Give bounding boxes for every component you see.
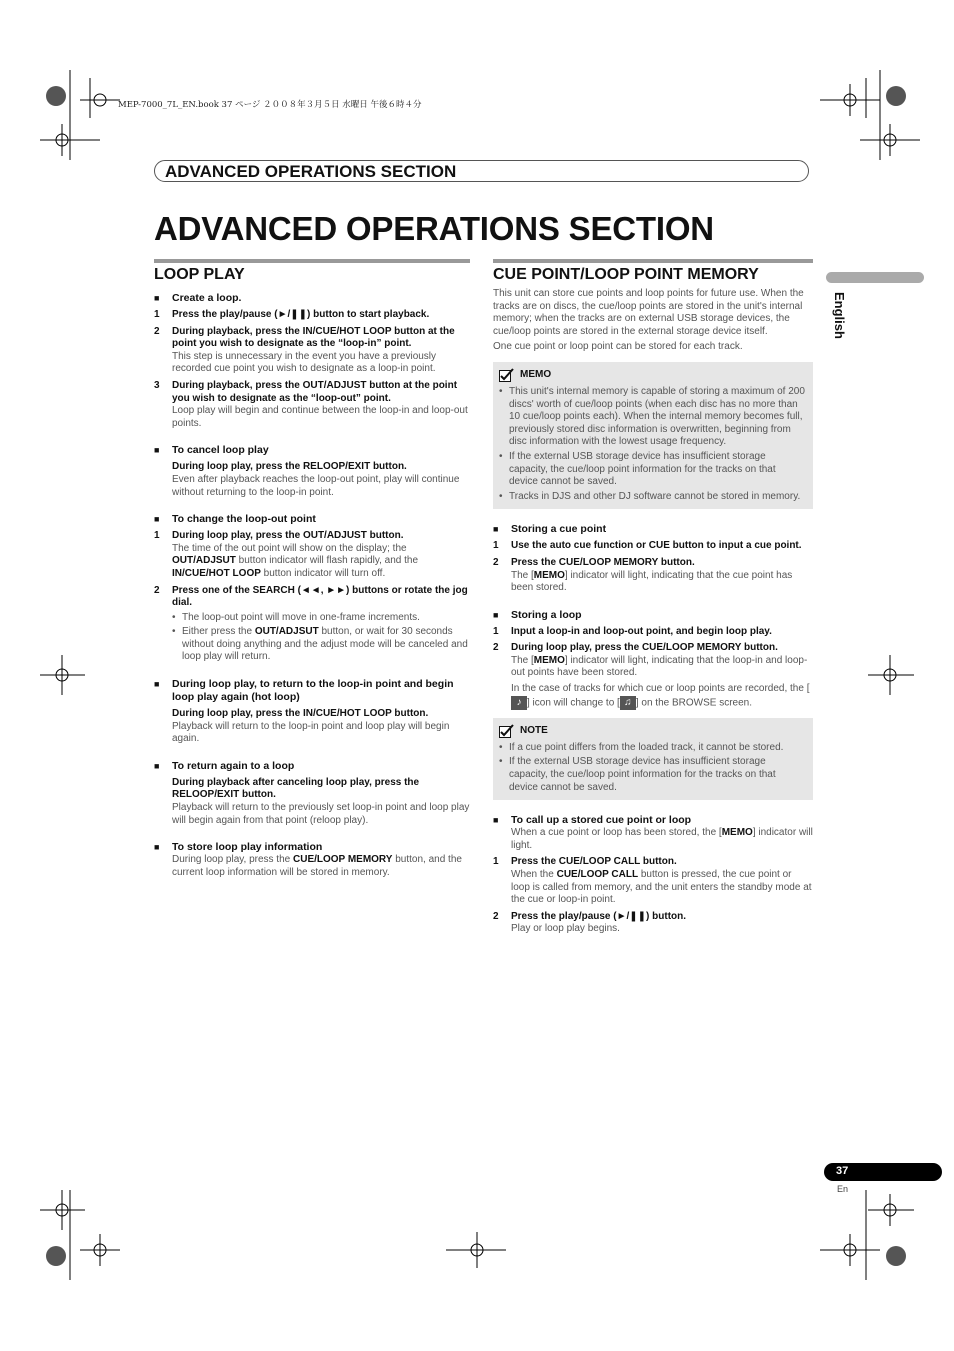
memo-box [493, 362, 813, 509]
step: 2 During loop play, press the CUE/LOOP MEMORY button. The [MEMO] indicator will light, indicating that the loop-in and loop-out points have been stored. In the case of tracks for which cue or loop points are recorded, the [♪ ] icon will change to [ ♫ ] on the BROWSE screen. [493, 642, 810, 709]
memo-item: • This unit's internal memory is capable of storing a maximum of 200 discs' worth of cue/loop points (when each disc has no more than 10 cue/loop points each). When the internal memory becomes full, previously stored disc information is overwritten, beginning from disc information with the lowest usage frequency. [499, 385, 805, 448]
checkmark-icon [499, 724, 514, 738]
page-title: ADVANCED OPERATIONS SECTION [154, 210, 714, 247]
page-number-tab [824, 1163, 942, 1181]
intro-paragraph-2: One cue point or loop point can be stored for each track. [493, 341, 743, 353]
page-language: En [837, 1184, 849, 1194]
step: 2 Press the play/pause (►/❚❚) button. Play or loop play begins. [493, 910, 687, 935]
loop-play-heading: LOOP PLAY [154, 266, 245, 283]
step: 1 Press the CUE/LOOP CALL button. When the CUE/LOOP CALL button is pressed, the cue point or loop is called from memory, and the unit enters the standby mode at the cue or loop-in point. [493, 856, 812, 906]
subsection-store-cue: ■ Storing a cue point [493, 523, 607, 536]
memo-header: MEMO [499, 368, 807, 382]
cue-memory-heading: CUE POINT/LOOP POINT MEMORY [493, 266, 759, 283]
step: 2 During playback, press the IN/CUE/HOT LOOP button at the point you wish to designate as the “loop-in” point. This step is unnecessary in the event you have a previously recorded cue point you wish to designate as a loop-in point. [154, 325, 455, 375]
step: 2 Press one of the SEARCH (◄◄, ►►) buttons or rotate the jog dial. [154, 584, 468, 609]
heading-rule [493, 259, 813, 263]
step: 2 Press the CUE/LOOP MEMORY button. The [MEMO] indicator will light, indicating that the cue point has been stored. [493, 556, 793, 594]
section-tab [154, 160, 809, 182]
step: 3 During playback, press the OUT/ADJUST button at the point you wish to designate as the “loop-out” point. Loop play will begin and continue between the loop-in and loop-out points. [154, 379, 468, 429]
note-box [493, 718, 813, 800]
step: 1 Press the play/pause (►/❚❚) button to start playback. [154, 309, 430, 320]
subsection-call-up: ■ To call up a stored cue point or loop [493, 814, 692, 827]
subsection-store-loop: ■ Storing a loop [493, 608, 582, 621]
memo-item: • Tracks in DJS and other DJ software cannot be stored in memory. [499, 490, 801, 502]
language-tab-bar [826, 272, 924, 283]
note-header: NOTE [499, 724, 807, 738]
page-number: 37 [836, 1165, 849, 1177]
music-note-icon: ♪ [511, 696, 527, 710]
loop-play-column [154, 259, 470, 879]
step: 1 Use the auto cue function or CUE button to input a cue point. [493, 540, 802, 552]
memo-music-icon: ♫ [620, 696, 636, 710]
file-header: MEP-7000_7L_EN.book 37 ページ ２００８年３月５日 水曜日 午後６時４分 [118, 100, 422, 110]
section-tab-label: ADVANCED OPERATIONS SECTION [165, 162, 457, 181]
instruction: During loop play, press the CUE/LOOP MEMORY button, and the current loop information will be stored in memory. [172, 854, 462, 878]
step: 1 During loop play, press the OUT/ADJUST button. The time of the out point will show on the display; the OUT/ADJSUT button indicator will flash rapidly, and the IN/CUE/HOT LOOP button indicator will turn off. [154, 530, 419, 579]
cue-memory-column [493, 259, 813, 936]
note-item: • If the external USB storage device has insufficient storage capacity, the cue/loop point information for the tracks on that device cannot be saved. [499, 756, 776, 793]
step: 1 Input a loop-in and loop-out point, and begin loop play. [493, 625, 772, 637]
bullet-item: • Either press the OUT/ADJSUT button, or wait for 30 seconds without doing anything and the adjust mode will be canceled and loop play will return. [172, 626, 468, 663]
memo-item: • If the external USB storage device has insufficient storage capacity, the cue/loop point information for the tracks on that device cannot be saved. [499, 450, 776, 488]
subsection-return-loop: ■ To return again to a loop [154, 759, 295, 772]
subsection-hot-loop: ■ During loop play, to return to the loop-in point and begin loop play again (hot loop) [154, 678, 454, 704]
checkmark-icon [499, 368, 514, 382]
instruction: During loop play, press the RELOOP/EXIT button. Even after playback reaches the loop-out point, play will continue without returning to the loop-in point. [172, 461, 460, 498]
subsection-store-loop-info: ■ To store loop play information [154, 841, 323, 854]
note-item: • If a cue point differs from the loaded track, it cannot be stored. [499, 741, 784, 753]
call-up-intro: When a cue point or loop has been stored, the [MEMO] indicator will light. [511, 827, 813, 851]
instruction: During playback after canceling loop play, press the RELOOP/EXIT button. Playback will return to the previously set loop-in point and loop play will begin again from that point (reloop play). [172, 776, 470, 826]
subsection-change-loop-out: ■ To change the loop-out point [154, 513, 316, 526]
instruction: During loop play, press the IN/CUE/HOT LOOP button. Playback will return to the loop-in point and loop play will begin again. [172, 708, 450, 745]
bullet-item: • The loop-out point will move in one-frame increments. [172, 611, 420, 623]
subsection-cancel-loop: ■ To cancel loop play [154, 444, 269, 457]
subsection-create-loop: ■ Create a loop. [154, 292, 242, 304]
language-tab-label: English [832, 292, 847, 339]
heading-rule [154, 259, 470, 263]
intro-paragraph: This unit can store cue points and loop points for future use. When the tracks are on discs, the cue/loop points are stored in the unit's internal memory; when the tracks are on external USB storage devices, the cue/loop points are stored in the external storage device itself. [493, 288, 804, 337]
